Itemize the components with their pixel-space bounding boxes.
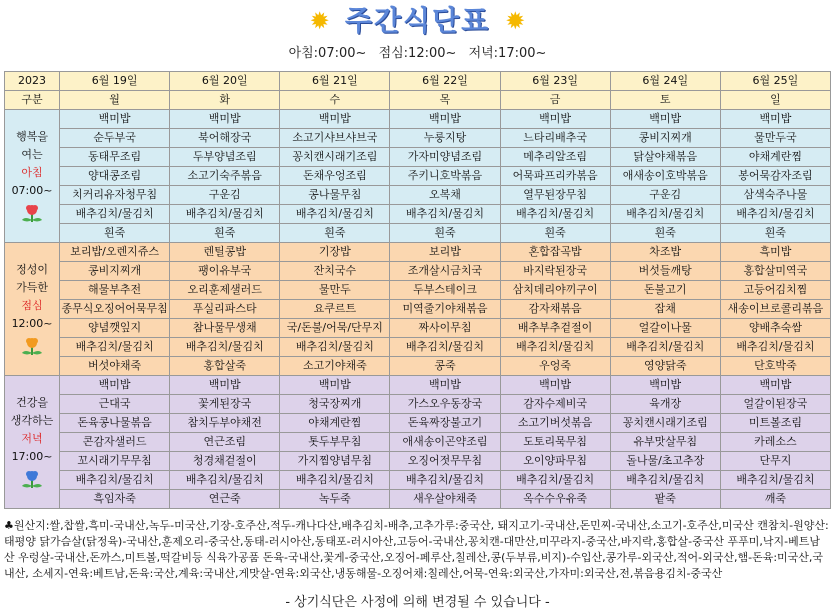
menu-item: 봉어묵감자조림 [720, 167, 830, 186]
meal-time: 07:00~ [11, 184, 53, 197]
menu-item: 백미밥 [720, 110, 830, 129]
date-row [5, 72, 831, 91]
menu-item: 느타리배추국 [500, 129, 610, 148]
menu-item: 홍합살죽 [170, 357, 280, 376]
menu-item: 도토리묵무침 [500, 433, 610, 452]
menu-item: 백미밥 [610, 376, 720, 395]
footer-note: - 상기식단은 사정에 의해 변경될 수 있습니다 - [285, 595, 550, 610]
menu-item: 잔치국수 [280, 262, 390, 281]
menu-item: 돈불고기 [610, 281, 720, 300]
menu-item: 어묵파프리카볶음 [500, 167, 610, 186]
menu-row [5, 129, 831, 148]
menu-item: 혼합잡곡밥 [500, 243, 610, 262]
menu-item: 순두부국 [60, 129, 170, 148]
menu-item: 카레소스 [720, 433, 830, 452]
menu-item: 육개장 [610, 395, 720, 414]
menu-item: 콩비지찌개 [60, 262, 170, 281]
menu-item: 깨죽 [720, 490, 830, 509]
menu-item: 백미밥 [500, 110, 610, 129]
flower-icon [18, 470, 46, 490]
menu-item: 감자채볶음 [500, 300, 610, 319]
section-label-line: 건강을 [16, 396, 48, 409]
menu-item: 가자미양념조림 [390, 148, 500, 167]
menu-row [5, 338, 831, 357]
day-cell: 금 [500, 91, 610, 110]
menu-item: 조개살시금치국 [390, 262, 500, 281]
section-label-line: 생각하는 [10, 414, 54, 427]
menu-item: 청경채겉절이 [170, 452, 280, 471]
menu-item: 배추김치/물김치 [60, 338, 170, 357]
menu-item: 배추김치/물김치 [500, 205, 610, 224]
menu-item: 배추김치/물김치 [280, 205, 390, 224]
date-cell: 6월 20일 [170, 72, 280, 91]
menu-item: 백미밥 [610, 110, 720, 129]
menu-item: 미트볼조림 [720, 414, 830, 433]
menu-item: 애새송이호박볶음 [610, 167, 720, 186]
menu-item: 물만두국 [720, 129, 830, 148]
menu-item: 배추김치/물김치 [610, 471, 720, 490]
meal-section-label [5, 243, 60, 376]
menu-row [5, 433, 831, 452]
menu-item: 양대콩조림 [60, 167, 170, 186]
menu-item: 배추김치/물김치 [280, 471, 390, 490]
menu-row [5, 243, 831, 262]
menu-row [5, 357, 831, 376]
weekly-menu-table [4, 71, 831, 509]
menu-item: 유부맛살무침 [610, 433, 720, 452]
menu-item: 오리훈제샐러드 [170, 281, 280, 300]
menu-row [5, 205, 831, 224]
meal-time: 12:00~ [11, 317, 53, 330]
menu-item: 백미밥 [390, 376, 500, 395]
menu-item: 배추김치/물김치 [390, 471, 500, 490]
menu-item: 오징어젓무무침 [390, 452, 500, 471]
menu-row [5, 300, 831, 319]
menu-item: 물만두 [280, 281, 390, 300]
menu-item: 백미밥 [500, 376, 610, 395]
meal-name: 점심 [21, 299, 43, 312]
day-cell: 화 [170, 91, 280, 110]
menu-item: 콩죽 [390, 357, 500, 376]
day-cell: 토 [610, 91, 720, 110]
menu-item: 팥죽 [610, 490, 720, 509]
menu-item: 참치두부야채전 [170, 414, 280, 433]
breakfast-time: 아침:07:00~ [288, 46, 367, 61]
menu-item: 배추부추겉절이 [500, 319, 610, 338]
menu-item: 참나물무생채 [170, 319, 280, 338]
menu-item: 콩비지찌개 [610, 129, 720, 148]
menu-item: 기장밥 [280, 243, 390, 262]
meal-name: 아침 [21, 166, 43, 179]
menu-item: 요쿠르트 [280, 300, 390, 319]
menu-item: 꽁치캔시래기조림 [610, 414, 720, 433]
menu-item: 백미밥 [60, 376, 170, 395]
menu-item: 푸실리파스타 [170, 300, 280, 319]
menu-item: 배추김치/물김치 [170, 338, 280, 357]
year-cell: 2023 [5, 72, 60, 91]
menu-item: 배추김치/물김치 [170, 205, 280, 224]
menu-item: 새송이브로콜리볶음 [720, 300, 830, 319]
menu-row [5, 414, 831, 433]
menu-item: 배추김치/물김치 [390, 338, 500, 357]
date-cell: 6월 19일 [60, 72, 170, 91]
menu-item: 얼갈이된장국 [720, 395, 830, 414]
menu-row [5, 395, 831, 414]
menu-item: 흰죽 [280, 224, 390, 243]
menu-item: 배추김치/물김치 [170, 471, 280, 490]
origin-notes: ♣원산지:쌀,찹쌀,흑미-국내산,녹두-미국산,기장-호주산,적두-캐나다산,배추김치-배추,고추가루:중국산, 돼지고기-국내산,돈민찌-국내산,소고기-호주산,미국산 캔참치-원양산:태평양 닭가슴살(닭정육)-국내산,훈제오리-중국산,동태-러시아산,동태포-러시아산,고등어-국내산,꽁치캔-대만산,미꾸라지-중국산,바지락,홍합살-중국산 푸푸미,낙지-베트남산 우렁살-국내산,돈까스,미트볼,떡갈비등 식육가공품 돈육-국내산,꽃게-중국산,오징어-페루산,칠레산,콩(두부류,비지)-수입산,콩가루-외국산,적어-외국산,햄-돈육:미국산,국내산, 소세지-연육:베트남,돈육:국산,계육:국내산,게맛살-연육:외국산,냉동해물-오징어채:칠레산,어묵-연육:외국산,가자미:외국산,전,볶음용김치-중국산 [4, 519, 829, 580]
menu-item: 주키니호박볶음 [390, 167, 500, 186]
menu-item: 야채계란찜 [280, 414, 390, 433]
menu-item: 흰죽 [60, 224, 170, 243]
menu-row [5, 262, 831, 281]
menu-item: 배추김치/물김치 [720, 471, 830, 490]
menu-item: 옥수수우유죽 [500, 490, 610, 509]
date-cell: 6월 24일 [610, 72, 720, 91]
menu-item: 백미밥 [720, 376, 830, 395]
menu-item: 흑임자죽 [60, 490, 170, 509]
day-cell: 일 [720, 91, 830, 110]
sun-icon-left: ✹ [309, 7, 330, 35]
menu-item: 흰죽 [170, 224, 280, 243]
menu-item: 차조밥 [610, 243, 720, 262]
menu-item: 버섯들깨탕 [610, 262, 720, 281]
section-label-line: 정성이 [16, 263, 48, 276]
menu-item: 구운김 [610, 186, 720, 205]
menu-item: 얼갈이나물 [610, 319, 720, 338]
menu-item: 소고기야채죽 [280, 357, 390, 376]
menu-item: 영양닭죽 [610, 357, 720, 376]
page-title: 주간식단표 [344, 4, 491, 37]
menu-row [5, 224, 831, 243]
gubun-cell: 구분 [5, 91, 60, 110]
menu-item: 양배추숙쌈 [720, 319, 830, 338]
menu-row [5, 452, 831, 471]
menu-item: 톳두부무침 [280, 433, 390, 452]
menu-item: 북어해장국 [170, 129, 280, 148]
menu-item: 야채계란찜 [720, 148, 830, 167]
menu-item: 홍합살미역국 [720, 262, 830, 281]
menu-item: 치커리유자청무침 [60, 186, 170, 205]
meal-time: 17:00~ [11, 450, 53, 463]
menu-item: 소고기숙주볶음 [170, 167, 280, 186]
menu-item: 꼬시래기무무침 [60, 452, 170, 471]
menu-row [5, 376, 831, 395]
menu-item: 단호박죽 [720, 357, 830, 376]
menu-item: 두부양념조림 [170, 148, 280, 167]
menu-item: 배추김치/물김치 [720, 205, 830, 224]
menu-row [5, 319, 831, 338]
menu-item: 흑미밥 [720, 243, 830, 262]
menu-item: 녹두죽 [280, 490, 390, 509]
menu-item: 짜사이무침 [390, 319, 500, 338]
menu-item: 가지찜양념무침 [280, 452, 390, 471]
day-cell: 목 [390, 91, 500, 110]
menu-row [5, 110, 831, 129]
section-label-line: 여는 [21, 148, 43, 161]
menu-item: 연근죽 [170, 490, 280, 509]
menu-item: 보리밥 [390, 243, 500, 262]
dinner-time: 저녁:17:00~ [468, 46, 547, 61]
flower-icon [18, 337, 46, 357]
menu-item: 배추김치/물김치 [60, 205, 170, 224]
menu-item: 돈육콩나물볶음 [60, 414, 170, 433]
menu-item: 배추김치/물김치 [390, 205, 500, 224]
section-label-line: 가득한 [16, 281, 48, 294]
menu-item: 백미밥 [60, 110, 170, 129]
day-cell: 수 [280, 91, 390, 110]
menu-item: 삼색숙주나물 [720, 186, 830, 205]
menu-item: 오이양파무침 [500, 452, 610, 471]
menu-item: 감자수제비국 [500, 395, 610, 414]
day-cell: 월 [60, 91, 170, 110]
menu-item: 팽이유부국 [170, 262, 280, 281]
menu-item: 흰죽 [390, 224, 500, 243]
menu-row [5, 186, 831, 205]
flower-icon [18, 204, 46, 224]
menu-item: 백미밥 [280, 376, 390, 395]
menu-item: 누룽지탕 [390, 129, 500, 148]
meal-name: 저녁 [21, 432, 43, 445]
meal-section-label [5, 376, 60, 509]
menu-item: 연근조림 [170, 433, 280, 452]
section-label-line: 행복을 [16, 130, 48, 143]
menu-item: 닭살야채볶음 [610, 148, 720, 167]
menu-row [5, 167, 831, 186]
menu-row [5, 148, 831, 167]
menu-row [5, 281, 831, 300]
menu-item: 국/돈불/어묵/단무지 [280, 319, 390, 338]
lunch-time: 점심:12:00~ [378, 46, 457, 61]
menu-item: 배추김치/물김치 [500, 471, 610, 490]
menu-item: 백미밥 [390, 110, 500, 129]
menu-item: 삼치데리야끼구이 [500, 281, 610, 300]
meal-times [0, 42, 835, 61]
meal-section-label [5, 110, 60, 243]
menu-item: 두부스테이크 [390, 281, 500, 300]
menu-item: 메추리알조림 [500, 148, 610, 167]
menu-item: 애새송이곤약조림 [390, 433, 500, 452]
menu-item: 우엉죽 [500, 357, 610, 376]
menu-item: 오복채 [390, 186, 500, 205]
date-cell: 6월 21일 [280, 72, 390, 91]
sun-icon-right: ✹ [505, 7, 526, 35]
menu-item: 배추김치/물김치 [500, 338, 610, 357]
menu-item: 새우살야채죽 [390, 490, 500, 509]
menu-item: 흰죽 [610, 224, 720, 243]
menu-row [5, 490, 831, 509]
menu-item: 바지락된장국 [500, 262, 610, 281]
menu-item: 돈육짜장불고기 [390, 414, 500, 433]
menu-item: 배추김치/물김치 [60, 471, 170, 490]
menu-item: 구운김 [170, 186, 280, 205]
menu-item: 렌틸콩밥 [170, 243, 280, 262]
menu-item: 가스오우동장국 [390, 395, 500, 414]
date-cell: 6월 23일 [500, 72, 610, 91]
menu-item: 배추김치/물김치 [720, 338, 830, 357]
menu-item: 청국장찌개 [280, 395, 390, 414]
menu-item: 잡채 [610, 300, 720, 319]
menu-item: 버섯야채죽 [60, 357, 170, 376]
menu-item: 흰죽 [720, 224, 830, 243]
menu-item: 근대국 [60, 395, 170, 414]
menu-item: 백미밥 [170, 376, 280, 395]
date-cell: 6월 22일 [390, 72, 500, 91]
menu-item: 돌나물/초고추장 [610, 452, 720, 471]
menu-item: 배추김치/물김치 [280, 338, 390, 357]
menu-item: 꽃게된장국 [170, 395, 280, 414]
menu-item: 동태무조림 [60, 148, 170, 167]
menu-item: 고등어김치찜 [720, 281, 830, 300]
menu-item: 미역줄기야채볶음 [390, 300, 500, 319]
menu-row [5, 471, 831, 490]
menu-item: 양념깻잎지 [60, 319, 170, 338]
menu-item: 백미밥 [170, 110, 280, 129]
menu-item: 해물부추전 [60, 281, 170, 300]
menu-item: 콩나물무침 [280, 186, 390, 205]
menu-item: 배추김치/물김치 [610, 338, 720, 357]
menu-item: 백미밥 [280, 110, 390, 129]
menu-item: 흰죽 [500, 224, 610, 243]
title-bar [0, 4, 835, 38]
date-cell: 6월 25일 [720, 72, 830, 91]
menu-item: 돈채우엉조림 [280, 167, 390, 186]
menu-item: 열무된장무침 [500, 186, 610, 205]
menu-item: 콘감자샐러드 [60, 433, 170, 452]
header [0, 0, 835, 70]
menu-item: 소고기샤브샤브국 [280, 129, 390, 148]
menu-item: 보리밥/오렌지쥬스 [60, 243, 170, 262]
menu-item: 꽁치캔시래기조림 [280, 148, 390, 167]
day-row [5, 91, 831, 110]
menu-item: 배추김치/물김치 [610, 205, 720, 224]
menu-item: 종무식오징어어묵무침 [60, 300, 170, 319]
menu-item: 소고기버섯볶음 [500, 414, 610, 433]
menu-item: 단무지 [720, 452, 830, 471]
